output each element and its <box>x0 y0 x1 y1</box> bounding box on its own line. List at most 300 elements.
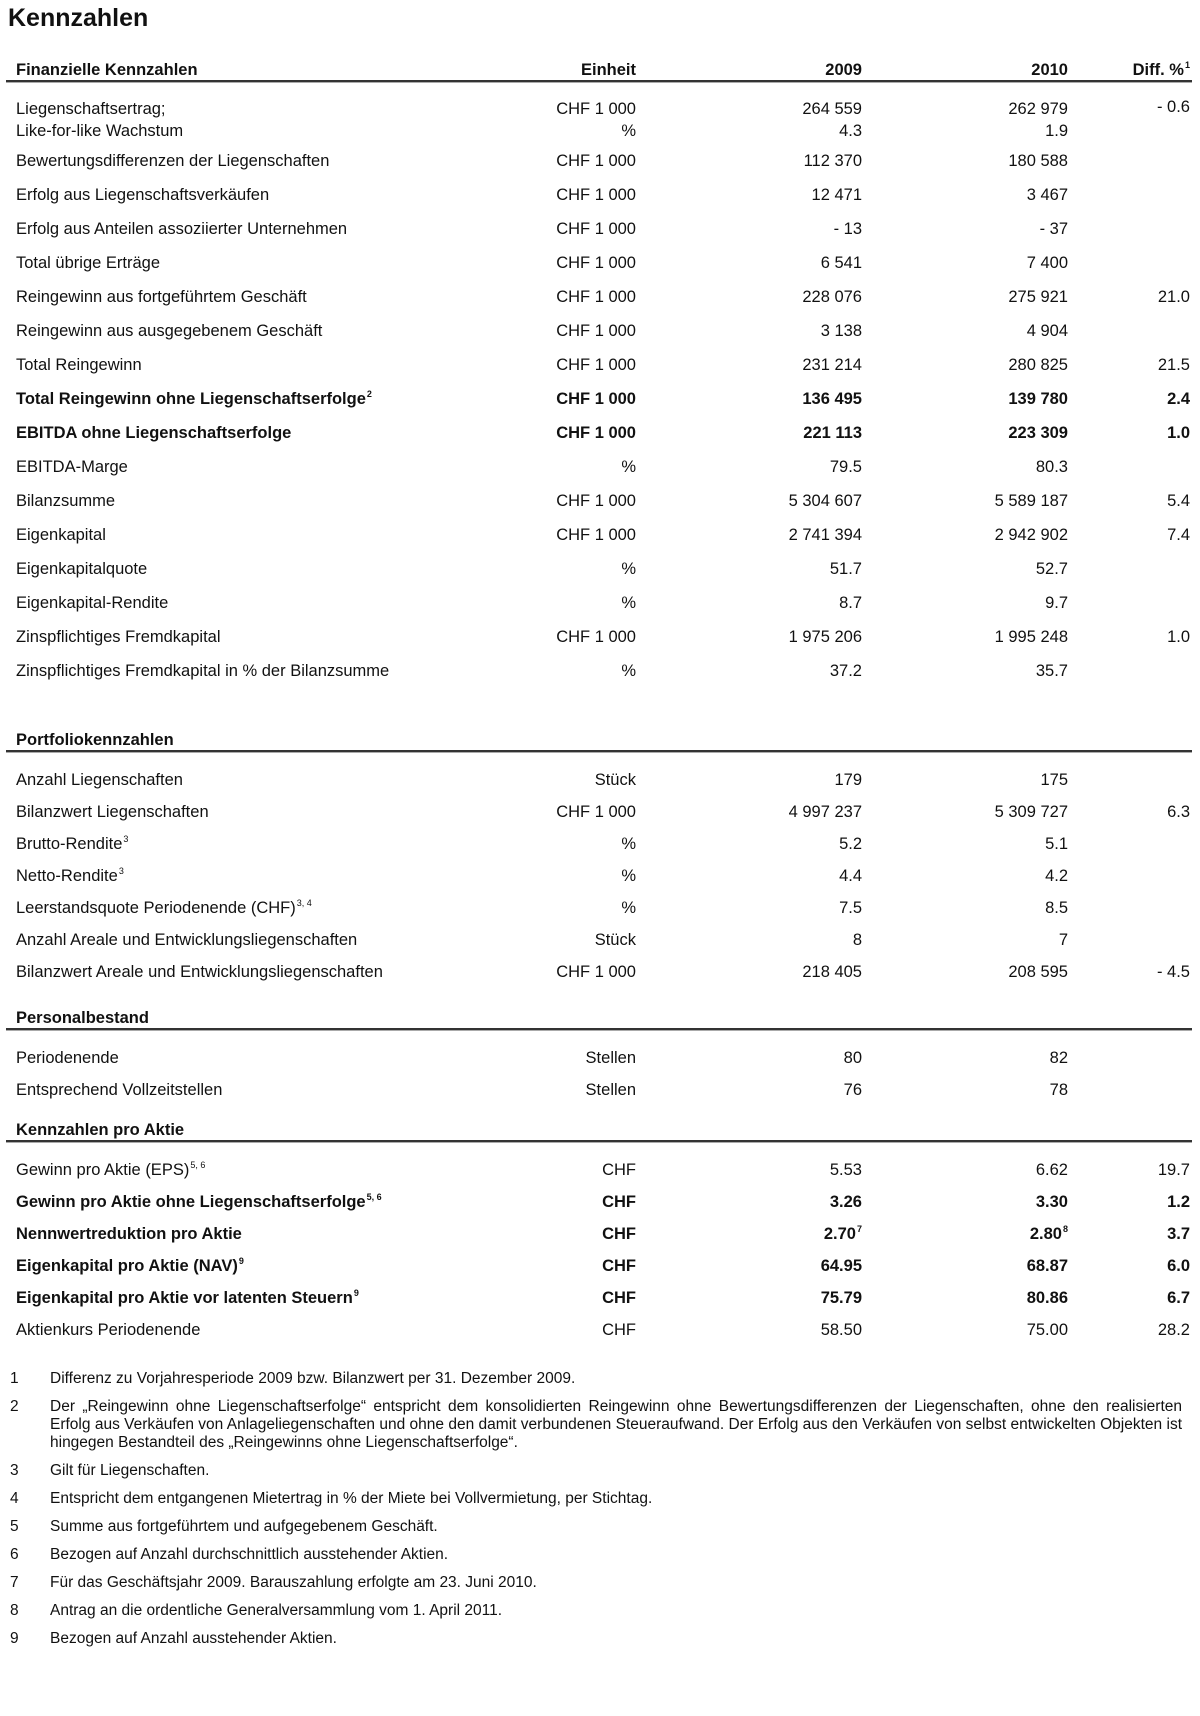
row-unit <box>486 220 636 239</box>
row-label-text: Bilanzwert Areale und Entwicklungsliegenschaften <box>16 962 383 981</box>
table-row <box>6 1250 1192 1282</box>
diff-value: - 4.5 <box>1156 962 1190 981</box>
row-value-2010 <box>862 254 1068 273</box>
table-row <box>6 956 1192 988</box>
row-unit <box>486 1081 636 1100</box>
row-value-2010 <box>862 1321 1068 1340</box>
row-unit <box>486 424 636 443</box>
footnote <box>10 1518 1182 1536</box>
footnote-number: 7 <box>10 1574 19 1591</box>
row-unit-text: % <box>621 661 636 680</box>
table-row <box>6 924 1192 956</box>
row-value-2009 <box>636 1193 862 1212</box>
section-3 <box>6 1118 1192 1346</box>
value-2010: 35.7 <box>1035 661 1068 680</box>
row-unit <box>486 186 636 205</box>
diff-value: 1.0 <box>1167 423 1190 442</box>
value-2009: 179 <box>834 770 862 789</box>
row-value-2009 <box>636 835 862 854</box>
row-unit <box>486 356 636 375</box>
row-diff <box>1068 96 1190 118</box>
row-value-2009 <box>636 931 862 950</box>
value-2010: 7 <box>1058 930 1068 949</box>
row-unit-text: % <box>621 866 636 885</box>
row-label-text: EBITDA-Marge <box>16 457 128 476</box>
row-value-2010 <box>862 492 1068 511</box>
page-title: Kennzahlen <box>8 4 149 32</box>
row-label <box>6 458 486 477</box>
row-unit <box>486 254 636 273</box>
footnote-text: Gilt für Liegenschaften. <box>50 1462 210 1479</box>
row-value-2010 <box>862 1225 1068 1244</box>
footnote-ref: 9 <box>238 1255 244 1266</box>
row-value-2009 <box>636 560 862 579</box>
row-value-2009 <box>636 1321 862 1340</box>
row-value-2010 <box>862 1193 1068 1212</box>
row-diff <box>1068 803 1190 822</box>
row-diff <box>1068 1161 1190 1180</box>
section-2 <box>6 1006 1192 1106</box>
row-value-2009 <box>636 1049 862 1068</box>
row-unit <box>486 867 636 886</box>
row-label <box>6 662 486 681</box>
row-unit <box>486 1225 636 1244</box>
row-unit <box>486 1161 636 1180</box>
row-value-2010 <box>862 899 1068 918</box>
diff-value: 6.7 <box>1167 1288 1190 1307</box>
row-label-text: Reingewinn aus ausgegebenem Geschäft <box>16 321 323 340</box>
value-2010: 4 904 <box>1026 321 1068 340</box>
row-label-text: Brutto-Rendite <box>16 834 123 853</box>
table-row <box>6 484 1192 518</box>
row-value-2009 <box>636 803 862 822</box>
value-2009: 8.7 <box>839 593 862 612</box>
row-label <box>6 803 486 822</box>
diff-value: - 0.6 <box>1156 98 1190 116</box>
table-row <box>6 1282 1192 1314</box>
row-label-text: Nennwertreduktion pro Aktie <box>16 1224 242 1243</box>
value-2009: 4 997 237 <box>788 802 862 821</box>
row-label <box>6 628 486 647</box>
row-label <box>6 1321 486 1340</box>
row-value-2010 <box>862 931 1068 950</box>
row-value-2010 <box>862 288 1068 307</box>
row-label-text: Anzahl Areale und Entwicklungsliegenschaften <box>16 930 358 949</box>
row-value-2009 <box>636 526 862 545</box>
row-unit-text: CHF 1 000 <box>556 525 636 544</box>
row-label-text: Liegenschaftsertrag; <box>16 100 166 118</box>
value-2010: 75.00 <box>1026 1320 1068 1339</box>
row-label <box>6 186 486 205</box>
row-value-2010 <box>862 424 1068 443</box>
table-row <box>6 348 1192 382</box>
footnote-text: Der „Reingewinn ohne Liegenschaftserfolge“ entspricht dem konsolidierten Reingewinn ohne Bewertungsdifferenzen der Liegenschaften, ohne den realisierten Erfolg aus Verkäufen von Anlageliegenschaften und ohne den damit verbundenen Steueraufwand. Der Erfolg aus den Verkäufen von selbst entwickelten Objekten ist hingegen Bestandteil des „Reingewinns ohne Liegenschaftserfolge“. <box>50 1398 1182 1451</box>
value-2009: 6 541 <box>820 253 862 272</box>
row-label <box>6 390 486 409</box>
row-value-2009 <box>636 492 862 511</box>
row-value-2009 <box>636 628 862 647</box>
row-unit-text: CHF 1 000 <box>556 219 636 238</box>
value-2010: 5 589 187 <box>994 491 1068 510</box>
table-row <box>6 212 1192 246</box>
row-unit <box>486 803 636 822</box>
row-value-2009 <box>636 254 862 273</box>
footnote-ref: 3, 4 <box>296 897 312 908</box>
value-2009: 75.79 <box>820 1288 862 1307</box>
value-2010: 180 588 <box>1008 151 1068 170</box>
row-value-2009 <box>636 1289 862 1308</box>
value-2009: 231 214 <box>802 355 862 374</box>
table-row <box>6 1074 1192 1106</box>
row-value-2009 <box>636 220 862 239</box>
diff-value: 21.0 <box>1157 287 1190 306</box>
value-2010: 82 <box>1049 1048 1068 1067</box>
footnote <box>10 1462 1182 1480</box>
row-label-text: Total Reingewinn <box>16 355 142 374</box>
row-label <box>6 1225 486 1244</box>
row-value-2010 <box>862 1161 1068 1180</box>
table-row <box>6 144 1192 178</box>
row-value-2010 <box>862 220 1068 239</box>
footnote <box>10 1574 1182 1592</box>
row-unit-text: CHF 1 000 <box>556 491 636 510</box>
footnote <box>10 1490 1182 1508</box>
row-unit-text: % <box>621 559 636 578</box>
value-2009: 76 <box>843 1080 862 1099</box>
value-2009: 218 405 <box>802 962 862 981</box>
row-unit-text: % <box>621 593 636 612</box>
row-unit-text: Stück <box>594 770 636 789</box>
row-label-text: Bilanzsumme <box>16 491 116 510</box>
value-2009: 3.26 <box>829 1192 862 1211</box>
value-2009: 58.50 <box>820 1320 862 1339</box>
footnote-number: 1 <box>10 1370 19 1387</box>
row-diff <box>1068 1321 1190 1340</box>
row-label-text: Entsprechend Vollzeitstellen <box>16 1080 223 1099</box>
row-value-2009 <box>636 152 862 171</box>
value-2010: 280 825 <box>1008 355 1068 374</box>
row-unit <box>486 931 636 950</box>
row-value-2010 <box>862 1257 1068 1276</box>
row-label <box>6 526 486 545</box>
row-unit-text: CHF <box>602 1288 636 1307</box>
row-value-2009 <box>636 1081 862 1100</box>
value-2009: 5.53 <box>829 1160 862 1179</box>
row-value-2009 <box>636 899 862 918</box>
row-value-2010 <box>862 594 1068 613</box>
value-2009: 37.2 <box>829 661 862 680</box>
footnotes <box>10 1370 1182 1658</box>
row-label <box>6 963 486 982</box>
value-2009: 112 370 <box>803 151 862 170</box>
row-diff <box>1068 356 1190 375</box>
diff-value: 1.2 <box>1167 1192 1190 1211</box>
row-label-text: Periodenende <box>16 1048 119 1067</box>
value-2009: 1 975 206 <box>788 627 862 646</box>
row-unit-text: CHF 1 000 <box>556 100 636 118</box>
diff-value: 21.5 <box>1157 355 1190 374</box>
row-unit <box>486 98 636 142</box>
value-2009: 4.4 <box>839 866 862 885</box>
footnote-ref: 5, 6 <box>366 1191 382 1202</box>
row-label-text: Eigenkapital-Rendite <box>16 593 169 612</box>
row-value-2009 <box>636 1225 862 1244</box>
row-unit <box>486 458 636 477</box>
row-label <box>6 152 486 171</box>
row-label-text: Leerstandsquote Periodenende (CHF) <box>16 898 296 917</box>
column-header-2009: 2009 <box>825 61 862 79</box>
row-unit <box>486 835 636 854</box>
row-unit <box>486 1049 636 1068</box>
footnote-ref: 5, 6 <box>190 1159 206 1170</box>
section-header <box>6 728 1192 752</box>
row-label-text: Erfolg aus Liegenschaftsverkäufen <box>16 185 270 204</box>
table-row <box>6 828 1192 860</box>
footnote-ref: 3 <box>123 833 129 844</box>
diff-value: 6.0 <box>1167 1256 1190 1275</box>
footnote-ref: 7 <box>856 1223 862 1234</box>
row-label-text: Aktienkurs Periodenende <box>16 1320 201 1339</box>
row-unit-text: CHF 1 000 <box>556 389 636 408</box>
row-diff <box>1068 288 1190 307</box>
column-header-diff-text: Diff. % <box>1132 61 1184 79</box>
row-unit <box>486 662 636 681</box>
row-label <box>6 356 486 375</box>
row-label-text: Eigenkapital pro Aktie (NAV) <box>16 1256 238 1275</box>
row-label-text: Zinspflichtiges Fremdkapital <box>16 627 221 646</box>
row-value-2010 <box>862 526 1068 545</box>
value-2010: 3 467 <box>1026 185 1068 204</box>
section-0 <box>6 58 1192 688</box>
row-label <box>6 424 486 443</box>
value-2009: 5.2 <box>839 834 862 853</box>
value-2010: 5 309 727 <box>994 802 1068 821</box>
row-label-text: Anzahl Liegenschaften <box>16 770 183 789</box>
table-row <box>6 246 1192 280</box>
table-row <box>6 96 1192 144</box>
row-diff <box>1068 1257 1190 1276</box>
value-2009: - 13 <box>833 219 862 238</box>
row-label <box>6 288 486 307</box>
section-heading: Portfoliokennzahlen <box>16 731 174 749</box>
value-2010: 52.7 <box>1035 559 1068 578</box>
value-2010: 5.1 <box>1045 834 1068 853</box>
footnote-number: 8 <box>10 1602 19 1619</box>
row-diff <box>1068 1193 1190 1212</box>
row-label-text: Zinspflichtiges Fremdkapital in % der Bilanzsumme <box>16 661 390 680</box>
footnote-ref: 3 <box>118 865 124 876</box>
table-row <box>6 654 1192 688</box>
row-label <box>6 867 486 886</box>
row-unit-text: CHF <box>602 1256 636 1275</box>
table-row <box>6 1218 1192 1250</box>
row-unit-text: CHF 1 000 <box>556 355 636 374</box>
row-value-2009 <box>636 322 862 341</box>
row-diff <box>1068 424 1190 443</box>
value-2009: 2 741 394 <box>788 525 862 544</box>
row-label-text: Gewinn pro Aktie (EPS) <box>16 1160 190 1179</box>
table-row <box>6 280 1192 314</box>
row-unit <box>486 1321 636 1340</box>
row-label-text: Total übrige Erträge <box>16 253 160 272</box>
row-unit <box>486 594 636 613</box>
value-2010: 78 <box>1049 1080 1068 1099</box>
row-unit <box>486 628 636 647</box>
value-2010: 3.30 <box>1035 1192 1068 1211</box>
row-label-text: Netto-Rendite <box>16 866 118 885</box>
table-row <box>6 586 1192 620</box>
section-heading: Finanzielle Kennzahlen <box>16 61 198 79</box>
footnote-text: Summe aus fortgeführtem und aufgegebenem Geschäft. <box>50 1518 438 1535</box>
row-value-2009 <box>636 390 862 409</box>
row-label <box>6 492 486 511</box>
row-unit-text: % <box>621 834 636 853</box>
footnote-text: Für das Geschäftsjahr 2009. Barauszahlung erfolgte am 23. Juni 2010. <box>50 1574 537 1591</box>
row-label <box>6 931 486 950</box>
row-diff <box>1068 1225 1190 1244</box>
row-diff <box>1068 390 1190 409</box>
value-2010: 68.87 <box>1026 1256 1068 1275</box>
row-value-2010 <box>862 835 1068 854</box>
diff-value: 7.4 <box>1167 525 1190 544</box>
table-row <box>6 552 1192 586</box>
row-label <box>6 1161 486 1180</box>
row-diff <box>1068 1289 1190 1308</box>
row-unit <box>486 1257 636 1276</box>
diff-value: 6.3 <box>1167 802 1190 821</box>
row-diff <box>1068 628 1190 647</box>
row-label <box>6 220 486 239</box>
row-value-2009 <box>636 594 862 613</box>
row-label <box>6 1081 486 1100</box>
table-row <box>6 764 1192 796</box>
row-diff <box>1068 963 1190 982</box>
row-value-2010 <box>862 867 1068 886</box>
row-value-2010 <box>862 390 1068 409</box>
row-value-2009 <box>636 288 862 307</box>
row-label-text: Eigenkapital <box>16 525 106 544</box>
table-row <box>6 518 1192 552</box>
row-label-text: Bilanzwert Liegenschaften <box>16 802 209 821</box>
value-2009: 79.5 <box>829 457 862 476</box>
diff-value: 2.4 <box>1167 389 1190 408</box>
diff-value: 28.2 <box>1157 1320 1190 1339</box>
row-value-2009 <box>636 458 862 477</box>
value-2009-2: 4.3 <box>839 122 862 140</box>
footnote-number: 2 <box>10 1398 19 1415</box>
row-value-2009 <box>636 963 862 982</box>
row-unit-text: Stellen <box>585 1080 636 1099</box>
value-2009: 80 <box>843 1048 862 1067</box>
footnote-number: 5 <box>10 1518 19 1535</box>
value-2009: 228 076 <box>802 287 862 306</box>
section-heading: Personalbestand <box>16 1009 149 1027</box>
row-unit <box>486 560 636 579</box>
row-unit <box>486 492 636 511</box>
row-unit-text: CHF 1 000 <box>556 287 636 306</box>
column-header-diff <box>1068 61 1190 80</box>
row-unit <box>486 1289 636 1308</box>
diff-value: 5.4 <box>1167 491 1190 510</box>
footnote <box>10 1546 1182 1564</box>
row-value-2009 <box>636 424 862 443</box>
row-label-text: Eigenkapitalquote <box>16 559 148 578</box>
row-label-text: Eigenkapital pro Aktie vor latenten Steuern <box>16 1288 353 1307</box>
row-value-2010 <box>862 771 1068 790</box>
value-2009: 2.70 <box>823 1224 856 1243</box>
footnote-text: Bezogen auf Anzahl ausstehender Aktien. <box>50 1630 337 1647</box>
row-value-2010 <box>862 1289 1068 1308</box>
row-label <box>6 835 486 854</box>
row-unit-text: CHF 1 000 <box>556 253 636 272</box>
row-label <box>6 771 486 790</box>
row-value-2010 <box>862 186 1068 205</box>
value-2010: 9.7 <box>1045 593 1068 612</box>
row-value-2010 <box>862 963 1068 982</box>
value-2010: 262 979 <box>1008 100 1068 118</box>
value-2010: 8.5 <box>1045 898 1068 917</box>
row-unit-text: CHF 1 000 <box>556 321 636 340</box>
row-label-text: Erfolg aus Anteilen assoziierter Unternehmen <box>16 219 348 238</box>
row-label <box>6 594 486 613</box>
row-label-text: Gewinn pro Aktie ohne Liegenschaftserfolge <box>16 1192 366 1211</box>
row-unit-text: CHF 1 000 <box>556 627 636 646</box>
table-row <box>6 796 1192 828</box>
footnote-ref: 1 <box>1184 60 1190 70</box>
row-unit <box>486 322 636 341</box>
table-row <box>6 1186 1192 1218</box>
value-2009: 264 559 <box>802 100 862 118</box>
value-2010: 4.2 <box>1045 866 1068 885</box>
row-value-2009 <box>636 98 862 142</box>
value-2010: 7 400 <box>1026 253 1068 272</box>
section-header <box>6 1006 1192 1030</box>
row-label <box>6 322 486 341</box>
row-label <box>6 98 486 142</box>
row-value-2010 <box>862 1049 1068 1068</box>
row-label <box>6 1289 486 1308</box>
row-unit <box>486 1193 636 1212</box>
value-2010: 6.62 <box>1035 1160 1068 1179</box>
section-heading: Kennzahlen pro Aktie <box>16 1121 185 1139</box>
diff-value: 3.7 <box>1167 1224 1190 1243</box>
footnote <box>10 1630 1182 1648</box>
row-value-2010 <box>862 662 1068 681</box>
table-row <box>6 1314 1192 1346</box>
value-2010-2: 1.9 <box>1045 122 1068 140</box>
row-unit-text: CHF 1 000 <box>556 151 636 170</box>
row-value-2010 <box>862 322 1068 341</box>
row-label-text: EBITDA ohne Liegenschaftserfolge <box>16 423 292 442</box>
row-value-2010 <box>862 1081 1068 1100</box>
value-2010: 223 309 <box>1008 423 1068 442</box>
footnote <box>10 1398 1182 1452</box>
row-unit <box>486 526 636 545</box>
row-value-2010 <box>862 98 1068 142</box>
footnote-number: 9 <box>10 1630 19 1647</box>
row-value-2009 <box>636 1161 862 1180</box>
value-2010: 1 995 248 <box>994 627 1068 646</box>
row-value-2010 <box>862 628 1068 647</box>
row-unit-text: CHF 1 000 <box>556 423 636 442</box>
footnote-number: 6 <box>10 1546 19 1563</box>
row-label <box>6 1257 486 1276</box>
table-row <box>6 382 1192 416</box>
section-header <box>6 58 1192 82</box>
row-unit <box>486 963 636 982</box>
row-unit-text: CHF <box>602 1320 636 1339</box>
row-value-2010 <box>862 560 1068 579</box>
